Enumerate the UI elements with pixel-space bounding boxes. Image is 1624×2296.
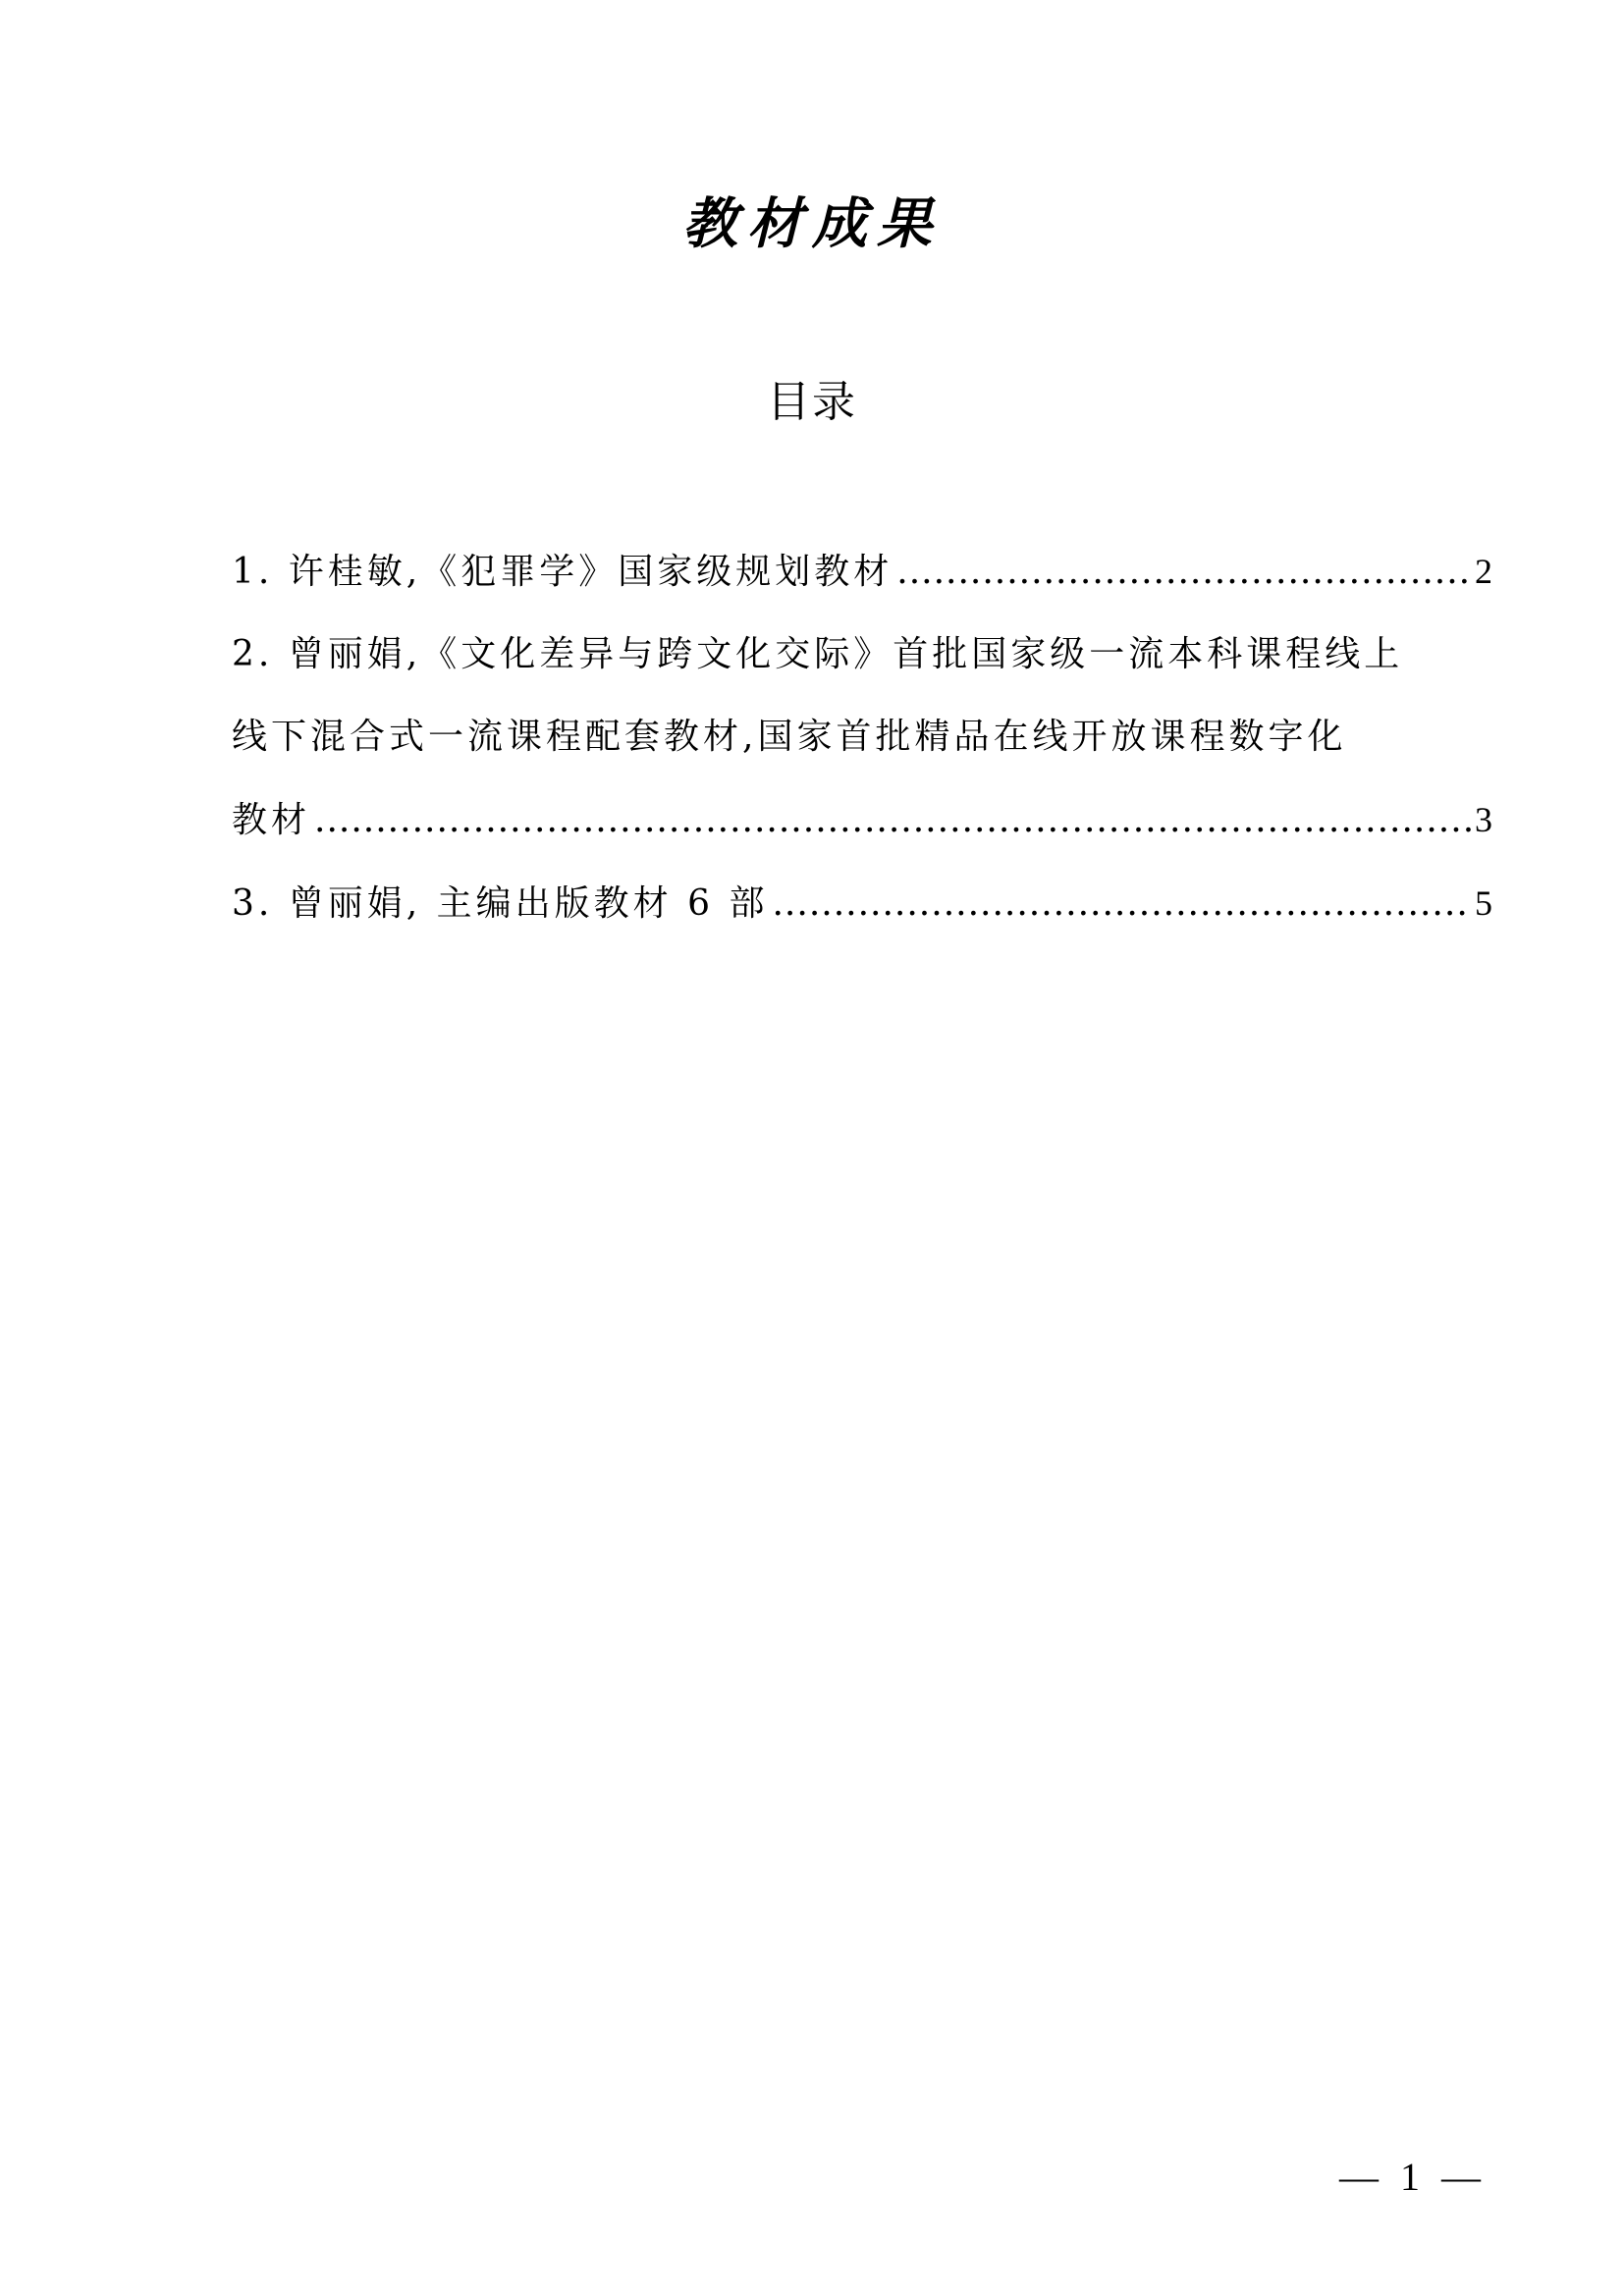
toc-entry-1[interactable] <box>232 530 1492 614</box>
document-title: 教材成果 <box>682 191 942 256</box>
dot-leader <box>772 863 1471 945</box>
toc-entry-line <box>232 778 1492 862</box>
toc-entry-title: 2. 曾丽娟,《文化差异与跨文化交际》首批国家级一流本科课程线上 <box>232 634 1404 674</box>
page-number-footer: — 1 — <box>1339 2155 1487 2199</box>
toc-entry-title-continued: 线下混合式一流课程配套教材,国家首批精品在线开放课程数字化 <box>232 717 1347 757</box>
toc-entry-page-number: 2 <box>1475 552 1492 591</box>
table-of-contents <box>232 530 1492 945</box>
toc-entry-title: 1. 许桂敏,《犯罪学》国家级规划教材 <box>232 552 893 592</box>
toc-entry-line <box>232 862 1492 945</box>
toc-entry-3[interactable] <box>232 862 1492 945</box>
toc-entry-line <box>232 530 1492 614</box>
dot-leader <box>896 531 1471 614</box>
toc-entry-title: 3. 曾丽娟, 主编出版教材 6 部 <box>232 883 769 924</box>
dot-leader <box>314 779 1471 862</box>
toc-entry-title-continued: 教材 <box>232 800 311 840</box>
toc-entry-2[interactable] <box>232 614 1492 862</box>
toc-entry-page-number: 3 <box>1475 800 1492 839</box>
toc-heading: 目录 <box>767 377 857 427</box>
toc-entry-page-number: 5 <box>1475 883 1492 923</box>
